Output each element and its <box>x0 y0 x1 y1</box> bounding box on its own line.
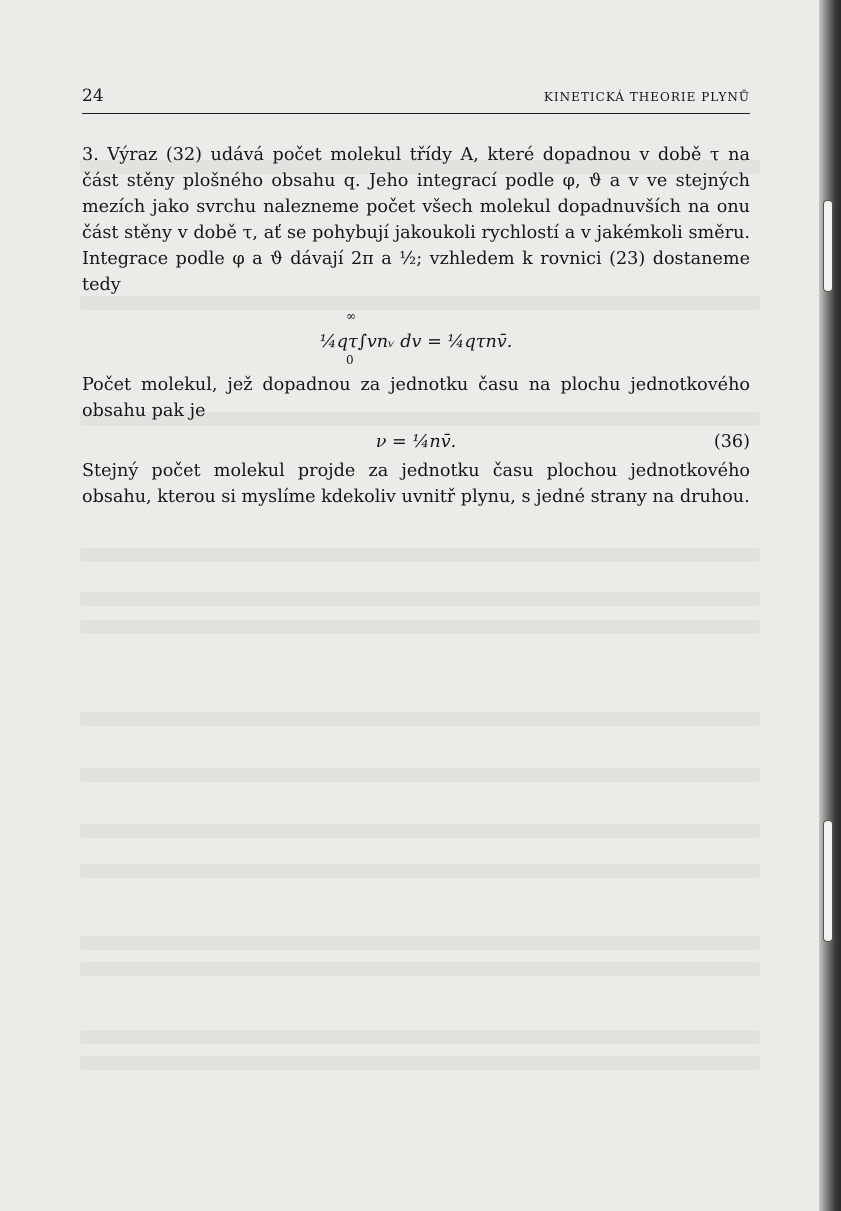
bleed-through-line <box>80 864 760 878</box>
page-number: 24 <box>82 86 104 106</box>
paragraph: Stejný počet molekul projde za jednotku času plochou jednotkového obsahu, kterou si myslíme kdekoliv uvnitř plynu, s jedné strany na druhou. <box>82 461 750 507</box>
bleed-through-line <box>80 962 760 976</box>
paragraph: Počet molekul, jež dopadnou za jednotku času na plochu jednotkového obsahu pak je <box>82 375 750 421</box>
equation: ν = ¼nv̄. <box>375 432 457 452</box>
equation: ¼qτ∫vnᵥ dv = ¼qτnv̄. <box>319 332 513 352</box>
bleed-through-line <box>80 1030 760 1044</box>
bleed-through-line <box>80 1056 760 1070</box>
running-head: KINETICKÁ THEORIE PLYNŮ <box>543 90 750 104</box>
bleed-through-line <box>80 824 760 838</box>
bleed-through-line <box>80 936 760 950</box>
paragraph: 3. Výraz (32) udává počet molekul třídy A, které dopadnou v době τ na část stěny plošného obsahu q. Jeho integrací podle φ, ϑ a v ve stejných mezích jako svrchu nalezneme počet všech molekul dopadnuvších na onu část stěny v době τ, ať se pohybují jakoukoli rychlostí a v jakémkoli směru. Integrace podle φ a ϑ dávají 2π a ½; vzhledem k rovnici (23) dostaneme tedy <box>82 145 750 295</box>
bleed-through-line <box>80 712 760 726</box>
bleed-through-line <box>80 620 760 634</box>
bleed-through-line <box>80 592 760 606</box>
binding-clip <box>823 820 833 942</box>
equation-number: (36) <box>713 432 750 452</box>
binding-clip <box>823 200 833 292</box>
integral-upper-limit: ∞ <box>346 309 356 323</box>
header-rule <box>82 113 750 114</box>
page-header <box>82 86 750 110</box>
integral-lower-limit: 0 <box>346 353 354 367</box>
binding-edge <box>819 0 841 1211</box>
bleed-through-line <box>80 548 760 562</box>
bleed-through-line <box>80 768 760 782</box>
bleed-through-line <box>80 296 760 310</box>
